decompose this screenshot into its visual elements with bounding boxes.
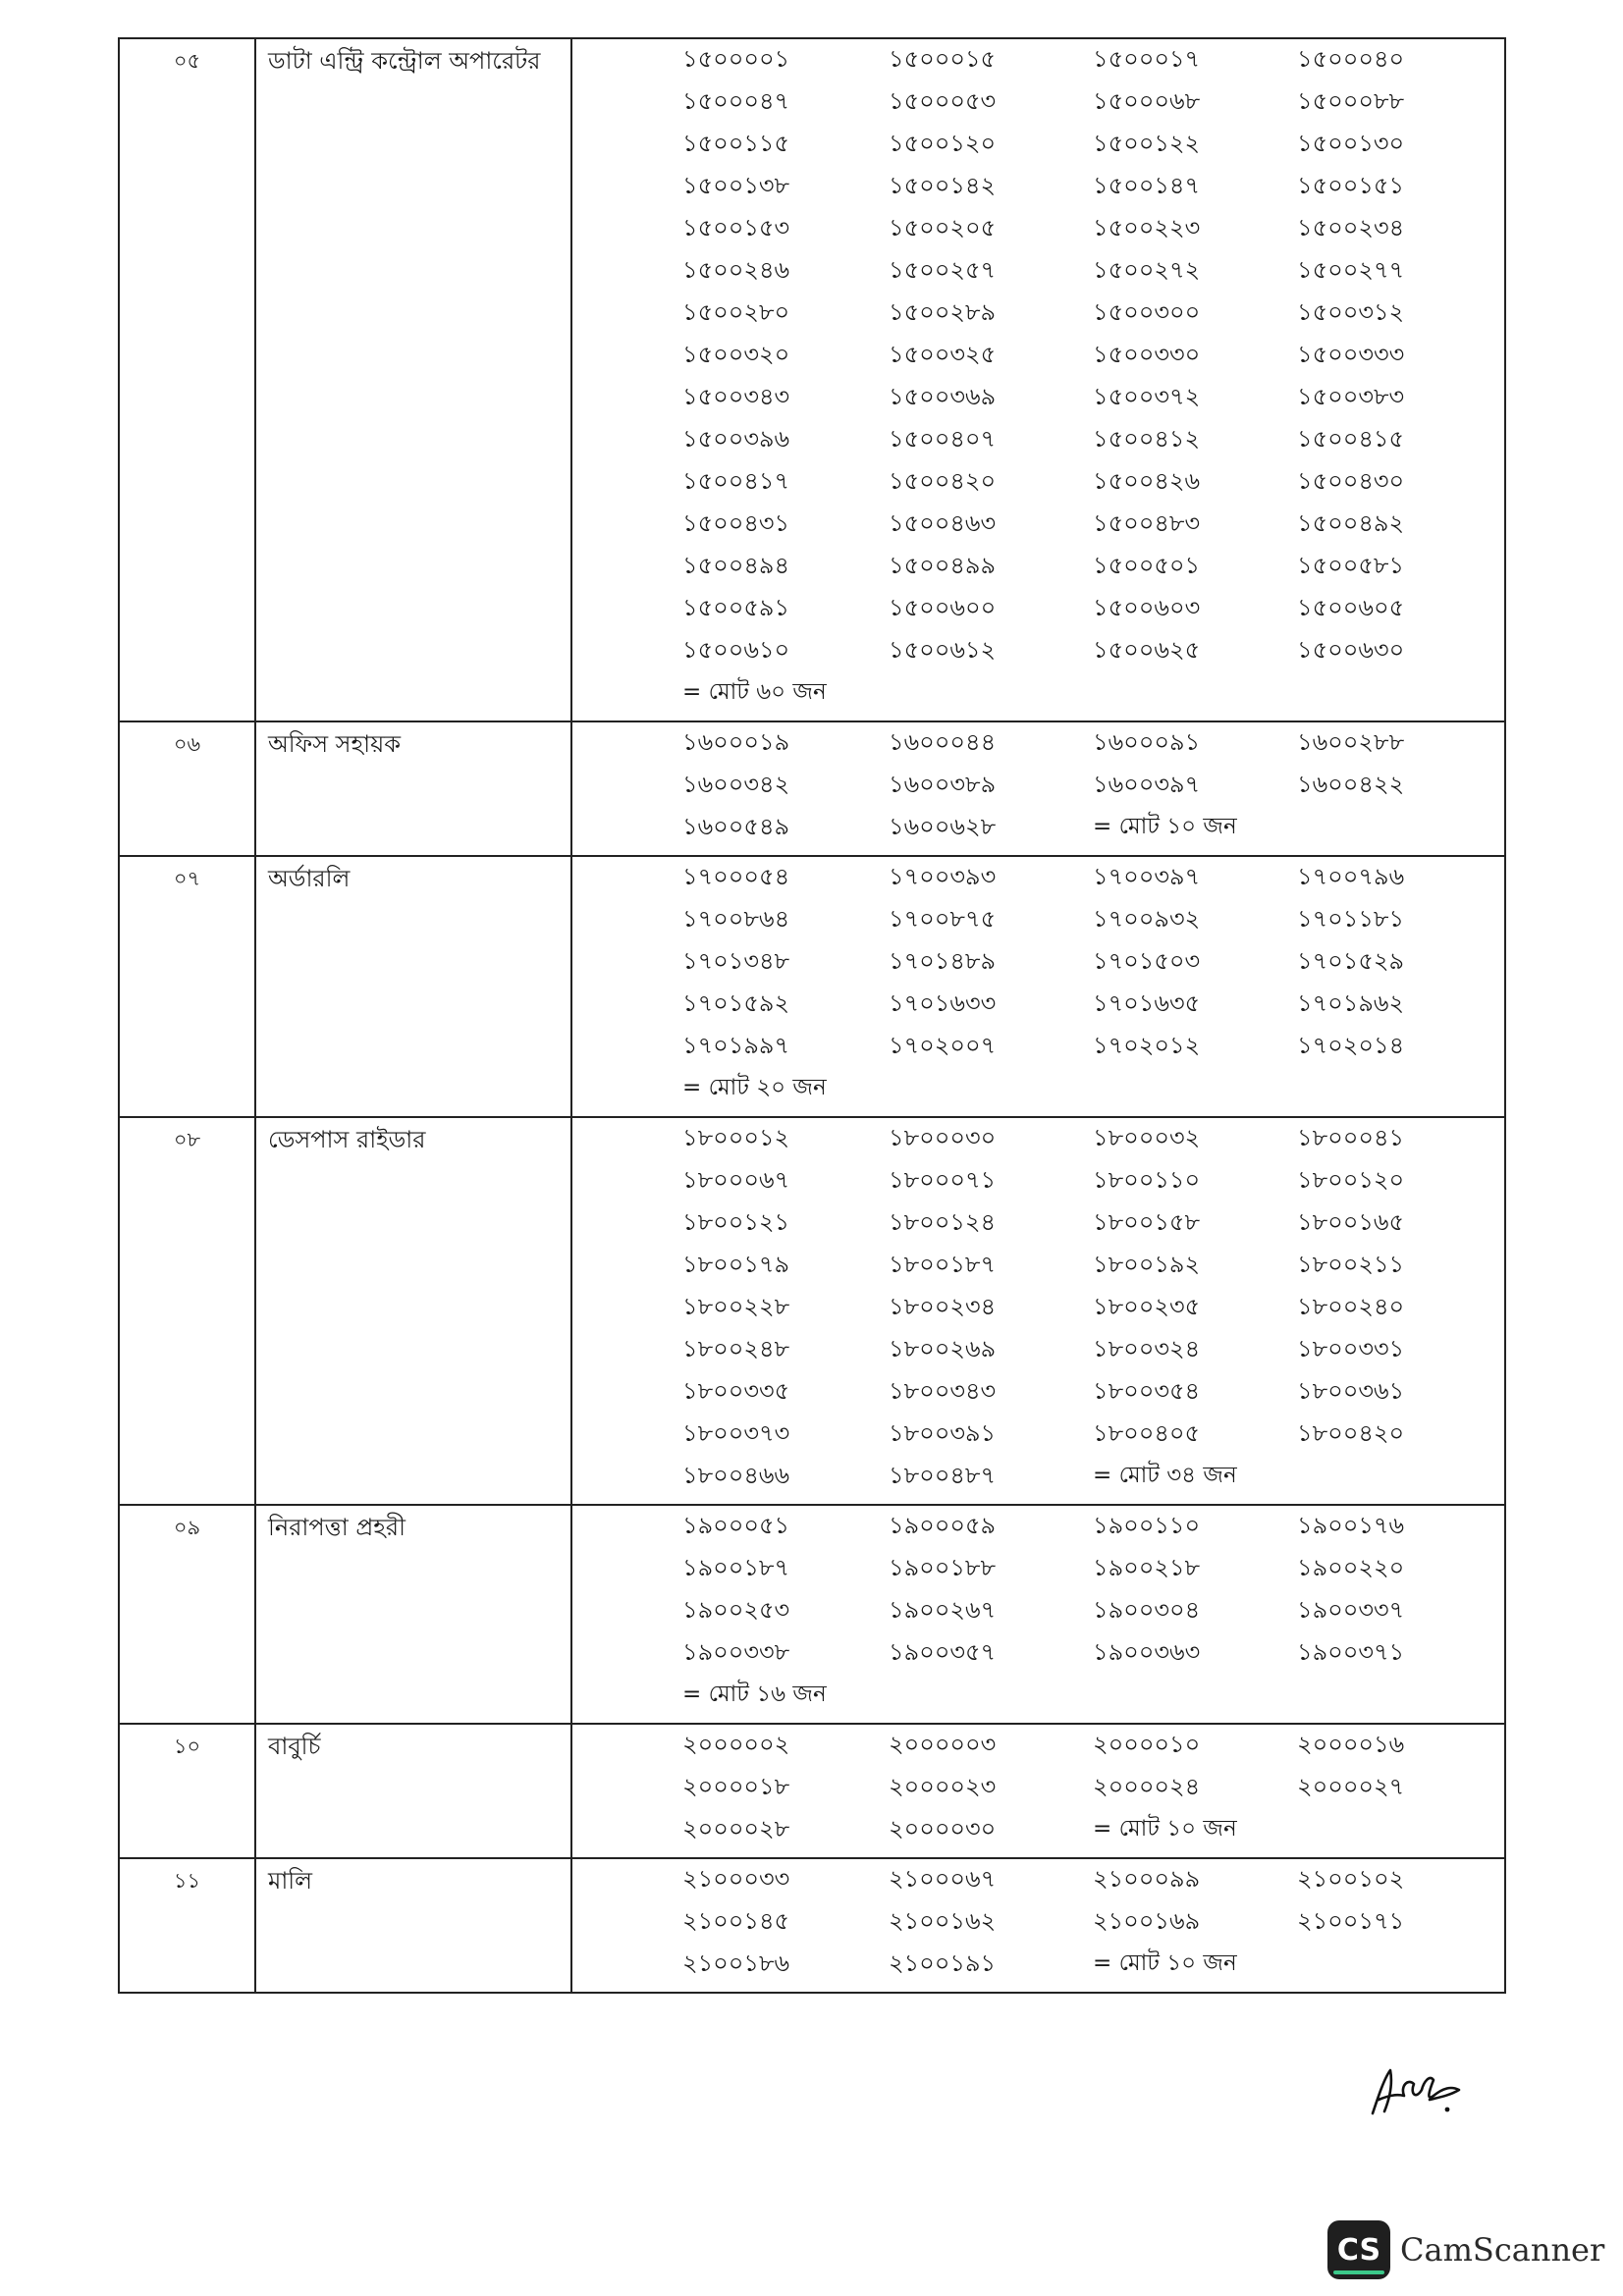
roll-number: ২০০০০২৪: [1093, 1773, 1201, 1800]
roll-number: ১৭০১৫৯২: [682, 989, 790, 1017]
roll-number: ১৮০০১৯২: [1093, 1251, 1201, 1278]
roll-number: ১৫০০১৫১: [1297, 172, 1405, 199]
roll-number: ১৯০০২৬৭: [889, 1596, 997, 1624]
roll-number: ২০০০০২৭: [1297, 1773, 1405, 1800]
serial-number: ০৫: [119, 38, 255, 721]
roll-number: ১৮০০১১০: [1093, 1166, 1201, 1194]
roll-number: ১৫০০৬০৩: [1093, 594, 1201, 621]
roll-number: ১৭০১৩৪৮: [682, 947, 790, 975]
serial-number: ১১: [119, 1858, 255, 1993]
roll-number: ১৬০০০১৯: [682, 728, 790, 756]
roll-number: ২০০০০২৮: [682, 1815, 790, 1842]
roll-number: ১৭০১৫০৩: [1093, 947, 1201, 975]
roll-number: ২০০০০০৩: [889, 1731, 997, 1758]
roll-number: ২১০০১৬৯: [1093, 1907, 1201, 1935]
roll-number: ১৭০০০৫৪: [682, 863, 790, 890]
roll-number: ১৮০০৩৭৩: [682, 1419, 790, 1447]
roll-number: ১৫০০৩১২: [1297, 298, 1405, 326]
signature: [1365, 2056, 1473, 2125]
total-count: = মোট ৩৪ জন: [1093, 1463, 1237, 1488]
total-count: = মোট ২০ জন: [682, 1075, 827, 1100]
roll-number: ১৫০০৬১০: [682, 636, 790, 664]
roll-number: ১৫০০১২২: [1093, 130, 1201, 157]
roll-number: ১৭০১৫২৯: [1297, 947, 1405, 975]
roll-number: ১৮০০০৬৭: [682, 1166, 790, 1194]
roll-number: ১৮০০৪০৫: [1093, 1419, 1201, 1447]
table-row: [119, 38, 1505, 721]
roll-number: ১৭০২০১৪: [1297, 1032, 1405, 1059]
roll-number: ২১০০০৯৯: [1093, 1865, 1201, 1893]
roll-number: ২১০০১৯১: [889, 1949, 997, 1977]
roll-number: ১৭০১১৮১: [1297, 905, 1405, 933]
roll-number: ১৬০০৪২২: [1297, 771, 1405, 798]
roll-number: ১৫০০১৩৮: [682, 172, 790, 199]
roll-number: ১৮০০১৬৫: [1297, 1208, 1405, 1236]
roll-number: ২১০০১০২: [1297, 1865, 1405, 1893]
roll-number: ১৫০০১৩০: [1297, 130, 1405, 157]
roll-number: ১৭০০৭৯৬: [1297, 863, 1405, 890]
roll-number: ১৫০০৫০১: [1093, 552, 1201, 579]
roll-number: ১৮০০১৮৭: [889, 1251, 997, 1278]
roll-number-grid: [572, 1725, 1504, 1857]
roll-numbers-cell: [571, 1858, 1505, 1993]
roll-number: ১৫০০১১৫: [682, 130, 790, 157]
roll-number: ১৬০০০৯১: [1093, 728, 1201, 756]
roll-number: ১৮০০১২০: [1297, 1166, 1405, 1194]
camscanner-brand: CamScanner: [1400, 2231, 1605, 2269]
roll-number: ১৮০০০৭১: [889, 1166, 997, 1194]
serial-number: ১০: [119, 1724, 255, 1858]
roll-number: ১৫০০৪২৬: [1093, 467, 1201, 495]
roll-number: ১৫০০৩৩৩: [1297, 341, 1405, 368]
roll-number: ১৫০০১২০: [889, 130, 997, 157]
roll-number: ১৯০০১৮৭: [682, 1554, 790, 1581]
table-row: [119, 721, 1505, 856]
roll-number: ১৮০০৪৬৬: [682, 1462, 790, 1489]
roll-number: ১৯০০১৮৮: [889, 1554, 997, 1581]
roll-number: ২১০০১৪৫: [682, 1907, 790, 1935]
roll-number: ১৭০০৯৩২: [1093, 905, 1201, 933]
results-table: [118, 37, 1506, 1994]
camscanner-logo-icon: CS: [1327, 2220, 1390, 2279]
roll-number: ১৫০০২৮০: [682, 298, 790, 326]
total-count: = মোট ১০ জন: [1093, 1816, 1237, 1842]
roll-number: ১৭০১৪৮৯: [889, 947, 997, 975]
roll-number: ১৫০০৬০৫: [1297, 594, 1405, 621]
roll-number: ১৯০০১৭৬: [1297, 1512, 1405, 1539]
roll-number: ২১০০১৭১: [1297, 1907, 1405, 1935]
roll-number-grid: [572, 1859, 1504, 1992]
roll-number: ১৫০০৪৬৩: [889, 509, 997, 537]
roll-number: ১৮০০২১১: [1297, 1251, 1405, 1278]
roll-number: ১৮০০১৭৯: [682, 1251, 790, 1278]
roll-number: ১৫০০১৪২: [889, 172, 997, 199]
roll-number: ১৫০০৪৯৪: [682, 552, 790, 579]
roll-number: ১৯০০০৫১: [682, 1512, 790, 1539]
roll-numbers-cell: [571, 1117, 1505, 1505]
roll-number: ১৫০০৩৮৩: [1297, 383, 1405, 410]
roll-number: ১৫০০৫৯১: [682, 594, 790, 621]
table-row: [119, 1724, 1505, 1858]
table-row: [119, 1858, 1505, 1993]
roll-number: ১৮০০১২১: [682, 1208, 790, 1236]
table-body: [119, 38, 1505, 1993]
roll-number: ১৫০০৩৬৯: [889, 383, 997, 410]
post-name: ডাটা এন্ট্রি কন্ট্রোল অপারেটর: [255, 38, 571, 721]
roll-number: ১৫০০৩৪৩: [682, 383, 790, 410]
roll-number: ১৭০১৯৯৭: [682, 1032, 790, 1059]
roll-number: ১৯০০৩৭১: [1297, 1638, 1405, 1666]
roll-number: ১৫০০২৪৬: [682, 256, 790, 284]
roll-number: ১৫০০১৫৩: [682, 214, 790, 241]
post-name: অর্ডারলি: [255, 856, 571, 1117]
roll-number: ১৮০০২৩৪: [889, 1293, 997, 1320]
roll-number: ১৭০০৮৭৫: [889, 905, 997, 933]
roll-number: ১৫০০৩০০: [1093, 298, 1201, 326]
roll-number: ১৬০০৩৪২: [682, 771, 790, 798]
total-count: = মোট ১০ জন: [1093, 1950, 1237, 1976]
post-name: অফিস সহায়ক: [255, 721, 571, 856]
roll-number: ২০০০০৩০: [889, 1815, 997, 1842]
roll-numbers-cell: [571, 38, 1505, 721]
roll-number: ১৫০০০১৭: [1093, 45, 1201, 73]
roll-number: ১৫০০৬৩০: [1297, 636, 1405, 664]
roll-number: ১৬০০২৮৮: [1297, 728, 1405, 756]
table-row: [119, 856, 1505, 1117]
roll-number: ১৫০০৩৯৬: [682, 425, 790, 453]
serial-number: ০৬: [119, 721, 255, 856]
roll-number: ১৬০০৫৪৯: [682, 813, 790, 840]
roll-number: ১৭০২০০৭: [889, 1032, 997, 1059]
roll-number: ১৯০০২২০: [1297, 1554, 1405, 1581]
roll-number: ১৯০০৩৫৭: [889, 1638, 997, 1666]
roll-number: ১৮০০৩৩১: [1297, 1335, 1405, 1362]
roll-number: ১৮০০২২৮: [682, 1293, 790, 1320]
roll-number: ১৫০০৪০৭: [889, 425, 997, 453]
roll-number: ১৫০০৪৯৯: [889, 552, 997, 579]
roll-number: ১৭০০৮৬৪: [682, 905, 790, 933]
roll-number: ১৬০০৩৮৯: [889, 771, 997, 798]
roll-number: ১৭০১৬৩৫: [1093, 989, 1201, 1017]
roll-number: ১৮০০৩২৪: [1093, 1335, 1201, 1362]
roll-number: ১৫০০০৪০: [1297, 45, 1405, 73]
table-row: [119, 1117, 1505, 1505]
roll-number: ১৫০০২০৫: [889, 214, 997, 241]
roll-number: ১৫০০২২৩: [1093, 214, 1201, 241]
roll-number: ১৮০০২৩৫: [1093, 1293, 1201, 1320]
roll-number: ২০০০০১৬: [1297, 1731, 1405, 1758]
roll-number: ১৯০০২১৮: [1093, 1554, 1201, 1581]
roll-number: ১৫০০৩২৫: [889, 341, 997, 368]
roll-number: ১৫০০২৭২: [1093, 256, 1201, 284]
roll-number: ১৮০০৪৮৭: [889, 1462, 997, 1489]
roll-number: ২১০০১৬২: [889, 1907, 997, 1935]
roll-number-grid: [572, 1118, 1504, 1504]
roll-number: ১৮০০১২৪: [889, 1208, 997, 1236]
post-name: ডেসপাস রাইডার: [255, 1117, 571, 1505]
roll-number: ১৮০০৩৬১: [1297, 1377, 1405, 1405]
roll-number-grid: [572, 722, 1504, 855]
roll-number: ১৫০০০১৫: [889, 45, 997, 73]
roll-number: ১৮০০১৫৮: [1093, 1208, 1201, 1236]
roll-number: ১৫০০১৪৭: [1093, 172, 1201, 199]
roll-number: ২১০০০৩৩: [682, 1865, 790, 1893]
total-count: = মোট ১৬ জন: [682, 1682, 827, 1707]
roll-number: ১৮০০০৪১: [1297, 1124, 1405, 1151]
roll-number: ১৯০০১১০: [1093, 1512, 1201, 1539]
roll-numbers-cell: [571, 1505, 1505, 1724]
roll-number: ১৭০১৯৬২: [1297, 989, 1405, 1017]
roll-number: ২০০০০০২: [682, 1731, 790, 1758]
roll-number: ১৭০০৩৯৭: [1093, 863, 1201, 890]
roll-number: ১৫০০২৮৯: [889, 298, 997, 326]
roll-number: ১৫০০০৮৮: [1297, 87, 1405, 115]
roll-number: ১৫০০২৩৪: [1297, 214, 1405, 241]
roll-number: ১৫০০০৫৩: [889, 87, 997, 115]
roll-numbers-cell: [571, 1724, 1505, 1858]
post-name: বাবুর্চি: [255, 1724, 571, 1858]
roll-number: ১৫০০০৬৮: [1093, 87, 1201, 115]
roll-number: ২০০০০২৩: [889, 1773, 997, 1800]
roll-number: ২১০০০৬৭: [889, 1865, 997, 1893]
roll-number: ১৫০০২৫৭: [889, 256, 997, 284]
roll-number: ১৫০০৪১৫: [1297, 425, 1405, 453]
roll-number: ১৫০০২৭৭: [1297, 256, 1405, 284]
roll-number: ১৫০০৫৮১: [1297, 552, 1405, 579]
roll-number: ১৬০০৬২৮: [889, 813, 997, 840]
roll-number: ১৫০০৩৩০: [1093, 341, 1201, 368]
roll-number: ১৫০০০৪৭: [682, 87, 790, 115]
post-name: নিরাপত্তা প্রহরী: [255, 1505, 571, 1724]
roll-number: ১৮০০০১২: [682, 1124, 790, 1151]
roll-number: ১৯০০৩০৪: [1093, 1596, 1201, 1624]
roll-number: ১৮০০২৬৯: [889, 1335, 997, 1362]
serial-number: ০৮: [119, 1117, 255, 1505]
roll-number: ১৮০০৩৩৫: [682, 1377, 790, 1405]
roll-number: ১৭০০৩৯৩: [889, 863, 997, 890]
roll-number: ১৭০২০১২: [1093, 1032, 1201, 1059]
roll-number: ১৫০০৬১২: [889, 636, 997, 664]
roll-number: ১৫০০৪৩০: [1297, 467, 1405, 495]
roll-number: ১৯০০০৫৯: [889, 1512, 997, 1539]
table-row: [119, 1505, 1505, 1724]
roll-number: ১৫০০৪৩১: [682, 509, 790, 537]
roll-number: ১৮০০২৪৮: [682, 1335, 790, 1362]
roll-number: ২১০০১৮৬: [682, 1949, 790, 1977]
roll-number-grid: [572, 1506, 1504, 1723]
roll-numbers-cell: [571, 721, 1505, 856]
roll-number: ১৮০০৩৫৪: [1093, 1377, 1201, 1405]
roll-number: ১৭০১৬৩৩: [889, 989, 997, 1017]
roll-number: ১৫০০৬০০: [889, 594, 997, 621]
roll-number: ১৫০০৩৭২: [1093, 383, 1201, 410]
serial-number: ০৭: [119, 856, 255, 1117]
roll-number: ২০০০০১৮: [682, 1773, 790, 1800]
roll-number: ১৫০০৪১৭: [682, 467, 790, 495]
roll-number-grid: [572, 857, 1504, 1116]
roll-number: ১৯০০৩৩৭: [1297, 1596, 1405, 1624]
roll-number: ১৫০০৪৯২: [1297, 509, 1405, 537]
roll-number: ১৫০০৬২৫: [1093, 636, 1201, 664]
roll-number: ১৮০০৪২০: [1297, 1419, 1405, 1447]
roll-number: ১৮০০৩৪৩: [889, 1377, 997, 1405]
roll-number: ১৮০০০৩২: [1093, 1124, 1201, 1151]
roll-number: ১৫০০৪২০: [889, 467, 997, 495]
roll-number: ১৫০০৪৮৩: [1093, 509, 1201, 537]
roll-number: ১৯০০৩৬৩: [1093, 1638, 1201, 1666]
roll-number: ১৫০০০০১: [682, 45, 790, 73]
post-name: মালি: [255, 1858, 571, 1993]
roll-number: ১৮০০০৩০: [889, 1124, 997, 1151]
roll-number: ১৬০০৩৯৭: [1093, 771, 1201, 798]
roll-number: ১৫০০৪১২: [1093, 425, 1201, 453]
roll-number: ১৬০০০৪৪: [889, 728, 997, 756]
roll-number-grid: [572, 39, 1504, 721]
roll-number: ১৮০০৩৯১: [889, 1419, 997, 1447]
serial-number: ০৯: [119, 1505, 255, 1724]
roll-number: ১৫০০৩২০: [682, 341, 790, 368]
roll-number: ১৯০০২৫৩: [682, 1596, 790, 1624]
camscanner-watermark: [1327, 2220, 1604, 2279]
roll-number: ২০০০০১০: [1093, 1731, 1201, 1758]
roll-numbers-cell: [571, 856, 1505, 1117]
total-count: = মোট ৬০ জন: [682, 679, 827, 705]
roll-number: ১৮০০২৪০: [1297, 1293, 1405, 1320]
total-count: = মোট ১০ জন: [1093, 814, 1237, 839]
roll-number: ১৯০০৩৩৮: [682, 1638, 790, 1666]
